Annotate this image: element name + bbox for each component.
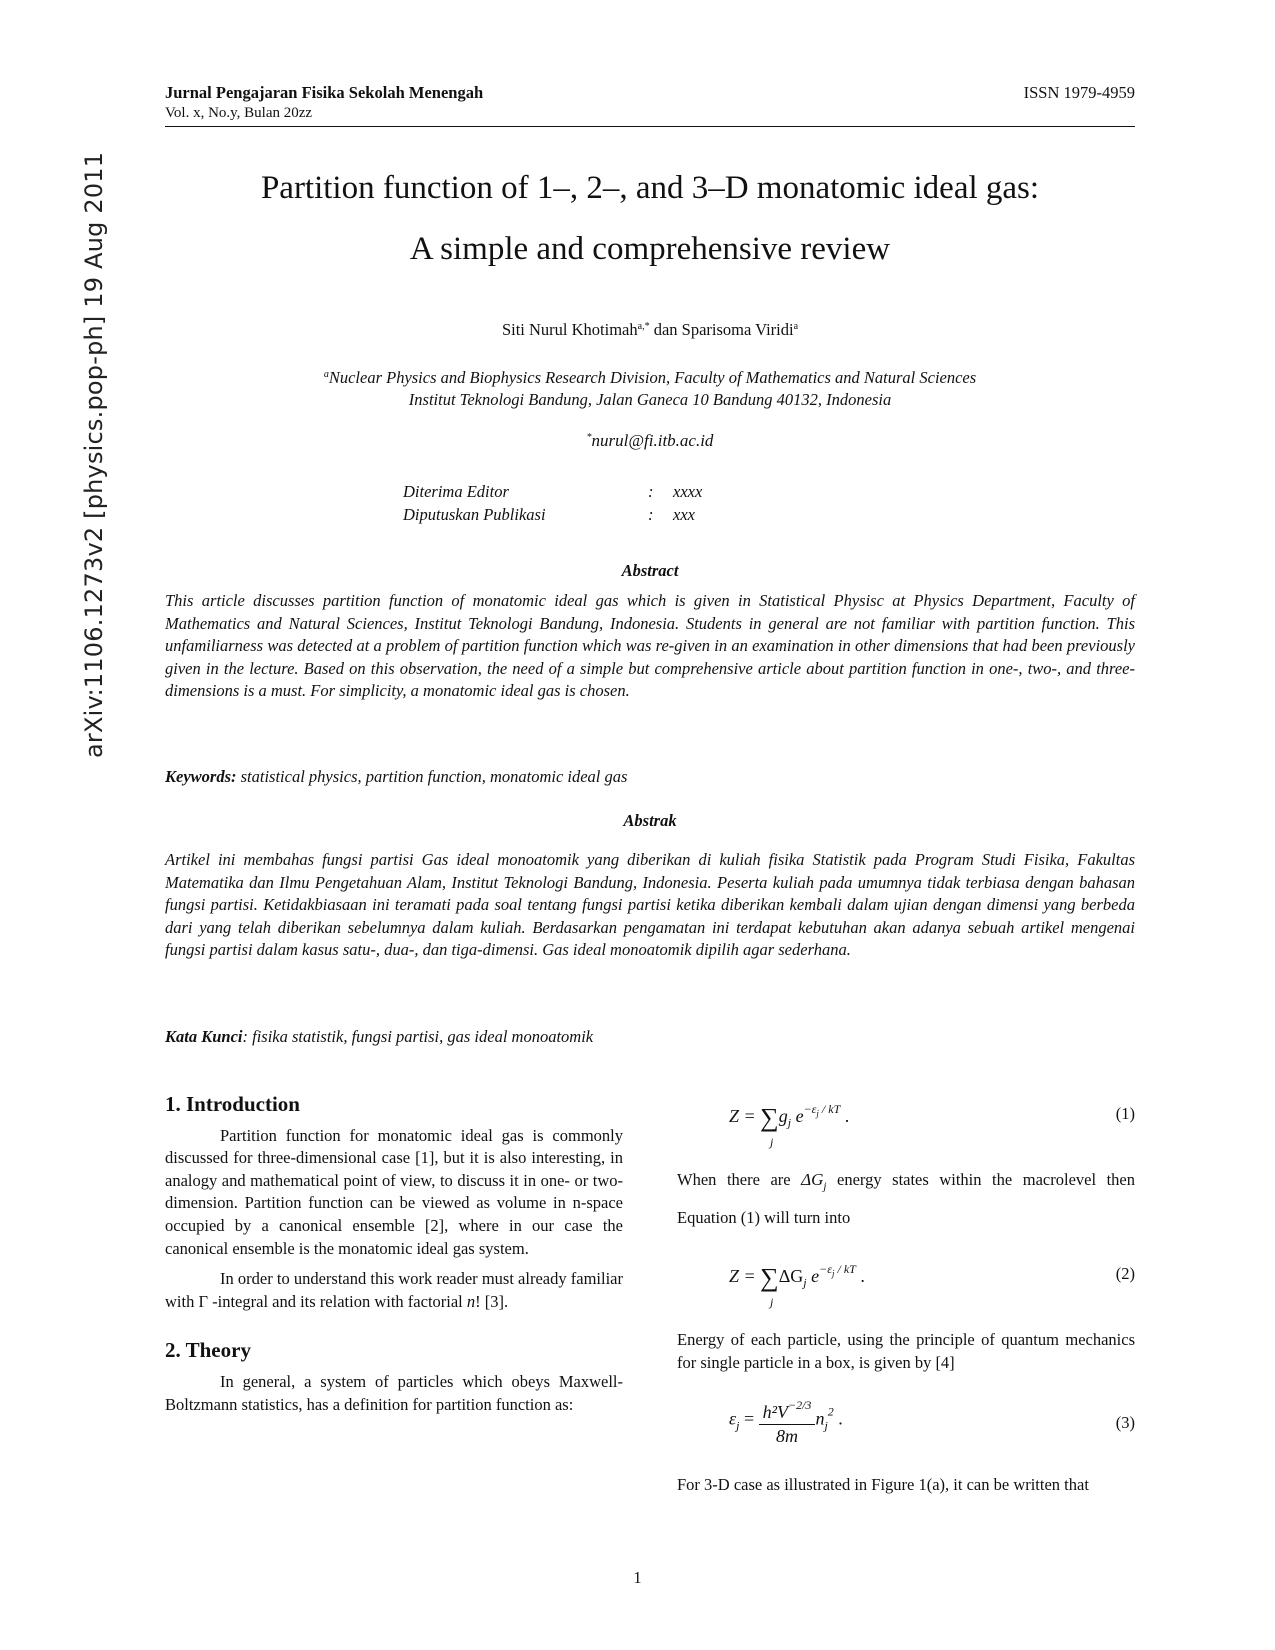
eq3-numerator-exp: −2/3 — [788, 1398, 812, 1413]
intro-p2-text-c: ! [3]. — [475, 1291, 509, 1311]
eq1-g: g — [778, 1106, 788, 1126]
eq3-numerator-text: h²V — [762, 1402, 788, 1423]
keywords-text: statistical physics, partition function, monatomic ideal gas — [236, 767, 628, 786]
eq1-exp-tail: / kT — [818, 1102, 841, 1116]
kata-kunci-text: : fisika statistik, fungsi partisi, gas ideal monoatomik — [242, 1027, 594, 1046]
right-p1-delta-g-sub: j — [823, 1180, 827, 1193]
author-2: Sparisoma Viridi — [681, 320, 794, 339]
journal-volume: Vol. x, No.y, Bulan 20zz — [165, 105, 313, 121]
meta-colon: : — [648, 482, 654, 501]
author-connector: dan — [649, 320, 682, 339]
right-p1-text-b: energy states within the macrolevel then Equation (1) will turn into — [677, 1170, 1135, 1228]
eq3-numerator — [759, 1394, 816, 1425]
abstract-heading: Abstract — [621, 561, 679, 580]
abstrak-text: Artikel ini membahas fungsi partisi Gas ideal monoatomik yang diberikan di kuliah fisika Statistik pada Program Studi Fisika, Fakultas Matematika dan Ilmu Pengetahuan Alam, Institut Teknologi Bandung, Indonesia. Peserta kuliah pada umumnya tidak terbiasa dengan bahasan fungsi partisi. Ketidakbiasaan ini teramati pada soal tentang fungsi partisi ketika diberikan kembali dalam ujian dengan dimensi yang berbeda dari yang telah diberikan sebelumnya dalam kuliah. Berdasarkan pengamatan ini terdapat kebutuhan akan adanya sebuah artikel mengenai fungsi partisi dalam kasus satu-, dua-, dan tiga-dimensi. Gas ideal monoatomik dipilih agar sederhana. — [165, 850, 1135, 960]
eq3-equals: = — [739, 1409, 759, 1430]
right-p1-text-a: When there are — [677, 1170, 802, 1189]
eq2-exponent — [819, 1262, 856, 1279]
kata-kunci-label: Kata Kunci — [165, 1027, 243, 1046]
left-column — [165, 1093, 623, 1416]
intro-paragraph-2 — [165, 1268, 623, 1313]
affiliation — [165, 367, 1135, 411]
arxiv-stamp-text: arXiv:1106.1273v2 [physics.pop-ph] 19 Aug 2011 — [80, 151, 108, 758]
eq3-n-sub: j — [824, 1418, 828, 1433]
equation-2-number: (2) — [1115, 1264, 1135, 1284]
eq3-fraction — [759, 1394, 816, 1447]
eq2-index: j — [770, 1295, 774, 1310]
intro-p2-text-a: In order to understand this work reader must already familiar with — [165, 1269, 623, 1311]
meta-label: Diterima Editor — [403, 482, 509, 501]
eq1-e: e — [791, 1106, 804, 1126]
intro-paragraph-1: Partition function for monatomic ideal gas is commonly discussed for three-dimensional case [1], but it is also interesting, in analogy and mathematical point of view, to discuss it in one- or two-dimension. Partition function can be viewed as volume in n-space occupied by a canonical ensemble [2], where in our case the canonical ensemble is the monatomic ideal gas system. — [165, 1125, 623, 1258]
eq1-end: . — [840, 1106, 850, 1126]
meta-value: xxxx — [673, 482, 703, 501]
meta-row — [403, 480, 702, 503]
page-header — [165, 82, 1135, 127]
equation-1-number: (1) — [1115, 1104, 1135, 1123]
eq3-denominator: 8m — [776, 1426, 799, 1447]
title-line-1: Partition function of 1–, 2–, and 3–D monatomic ideal gas: — [260, 170, 1040, 206]
title-line-2: A simple and comprehensive review — [409, 231, 891, 267]
abstract-text: This article discusses partition function of monatomic ideal gas which is given in Statistical Physisc at Physics Department, Faculty of Mathematics and Natural Sciences, Institut Teknologi Bandung, Indonesia. Students in general are not familiar with partition function. This unfamiliarness was detected at a problem of partition function which was re-given in an examination in other dimensions that had been previously given in the lecture. Based on this observation, the need of a simple but comprehensive article about partition function in one-, two-, and three-dimensions is a must. For simplicity, a monatomic ideal gas is chosen. — [165, 591, 1135, 701]
eq3-n-exp: 2 — [827, 1405, 834, 1420]
eq1-exp: −ε — [803, 1102, 817, 1116]
page-number: 1 — [633, 1568, 642, 1587]
affiliation-sup: a — [323, 369, 329, 380]
eq2-sum: ∑ — [760, 1263, 779, 1293]
factorial-n: n — [466, 1291, 476, 1311]
meta-row — [403, 503, 702, 526]
contact-email — [165, 431, 1135, 451]
email-address[interactable]: nurul@fi.itb.ac.id — [591, 431, 714, 450]
theory-paragraph-1: In general, a system of particles which obeys Maxwell-Boltzmann statistics, has a definition for partition function as: — [165, 1371, 623, 1414]
equation-1-body — [729, 1098, 849, 1134]
abstrak-heading: Abstrak — [623, 811, 677, 830]
journal-name: Jurnal Pengajaran Fisika Sekolah Menengah — [165, 83, 484, 102]
right-paragraph-3: For 3-D case as illustrated in Figure 1(a), it can be written that — [677, 1475, 1089, 1495]
eq2-g-sub: j — [803, 1275, 807, 1290]
eq3-end: . — [833, 1409, 843, 1430]
eq2-exp-sub: j — [831, 1268, 835, 1279]
eq3-epsilon-sub: j — [736, 1418, 740, 1433]
section-heading-theory: 2. Theory — [165, 1338, 251, 1363]
eq3-epsilon: ε — [729, 1409, 737, 1430]
eq1-g-sub: j — [787, 1115, 792, 1130]
affiliation-line-1: Nuclear Physics and Biophysics Research Division, Faculty of Mathematics and Natural Sciences — [328, 368, 977, 387]
author-1: Siti Nurul Khotimah — [501, 320, 638, 339]
eq1-exponent — [803, 1102, 841, 1119]
eq1-exp-sub: j — [816, 1108, 819, 1119]
right-paragraph-2: Energy of each particle, using the principle of quantum mechanics for single particle in a box, is given by [4] — [677, 1330, 1135, 1372]
equation-3-body — [729, 1394, 843, 1447]
equation-2 — [677, 1253, 1135, 1329]
eq1-sum: ∑ — [760, 1103, 779, 1132]
meta-label: Diputuskan Publikasi — [403, 505, 546, 524]
authors — [165, 320, 1135, 340]
eq1-lhs: Z = — [729, 1106, 761, 1126]
kata-kunci — [165, 1027, 1135, 1047]
equation-3-number: (3) — [1115, 1413, 1135, 1433]
equation-2-body — [729, 1258, 865, 1294]
eq2-lhs: Z = — [729, 1266, 761, 1287]
eq2-delta-g: ΔG — [778, 1266, 804, 1287]
eq2-e: e — [806, 1266, 820, 1287]
intro-p2-text-b: -integral and its relation with factorial — [208, 1291, 467, 1311]
arxiv-stamp — [68, 151, 128, 770]
keywords-label: Keywords: — [165, 767, 237, 786]
author-1-sup: a,* — [637, 321, 650, 332]
affiliation-line-2: Institut Teknologi Bandung, Jalan Ganeca 10 Bandung 40132, Indonesia — [408, 390, 892, 409]
gamma-symbol: Γ — [198, 1291, 209, 1311]
paper-title — [165, 158, 1135, 280]
eq2-exp-tail: / kT — [834, 1262, 856, 1277]
author-2-sup: a — [793, 321, 799, 332]
eq2-exp: −ε — [819, 1262, 832, 1277]
right-p1-delta-g: ΔG — [801, 1170, 824, 1189]
email-sup: * — [586, 432, 592, 443]
keywords — [165, 767, 1135, 787]
equation-1 — [677, 1093, 1135, 1159]
right-paragraph-1 — [677, 1164, 1135, 1233]
eq3-n: n — [815, 1409, 825, 1430]
right-column — [677, 1093, 1135, 1497]
meta-value: xxx — [673, 505, 695, 524]
eq2-end: . — [855, 1266, 865, 1287]
submission-meta — [403, 480, 702, 526]
eq1-index: j — [770, 1135, 774, 1149]
equation-3 — [677, 1390, 1135, 1474]
section-heading-introduction: 1. Introduction — [165, 1092, 300, 1116]
journal-issn: ISSN 1979-4959 — [1023, 83, 1135, 102]
meta-colon: : — [648, 505, 654, 524]
